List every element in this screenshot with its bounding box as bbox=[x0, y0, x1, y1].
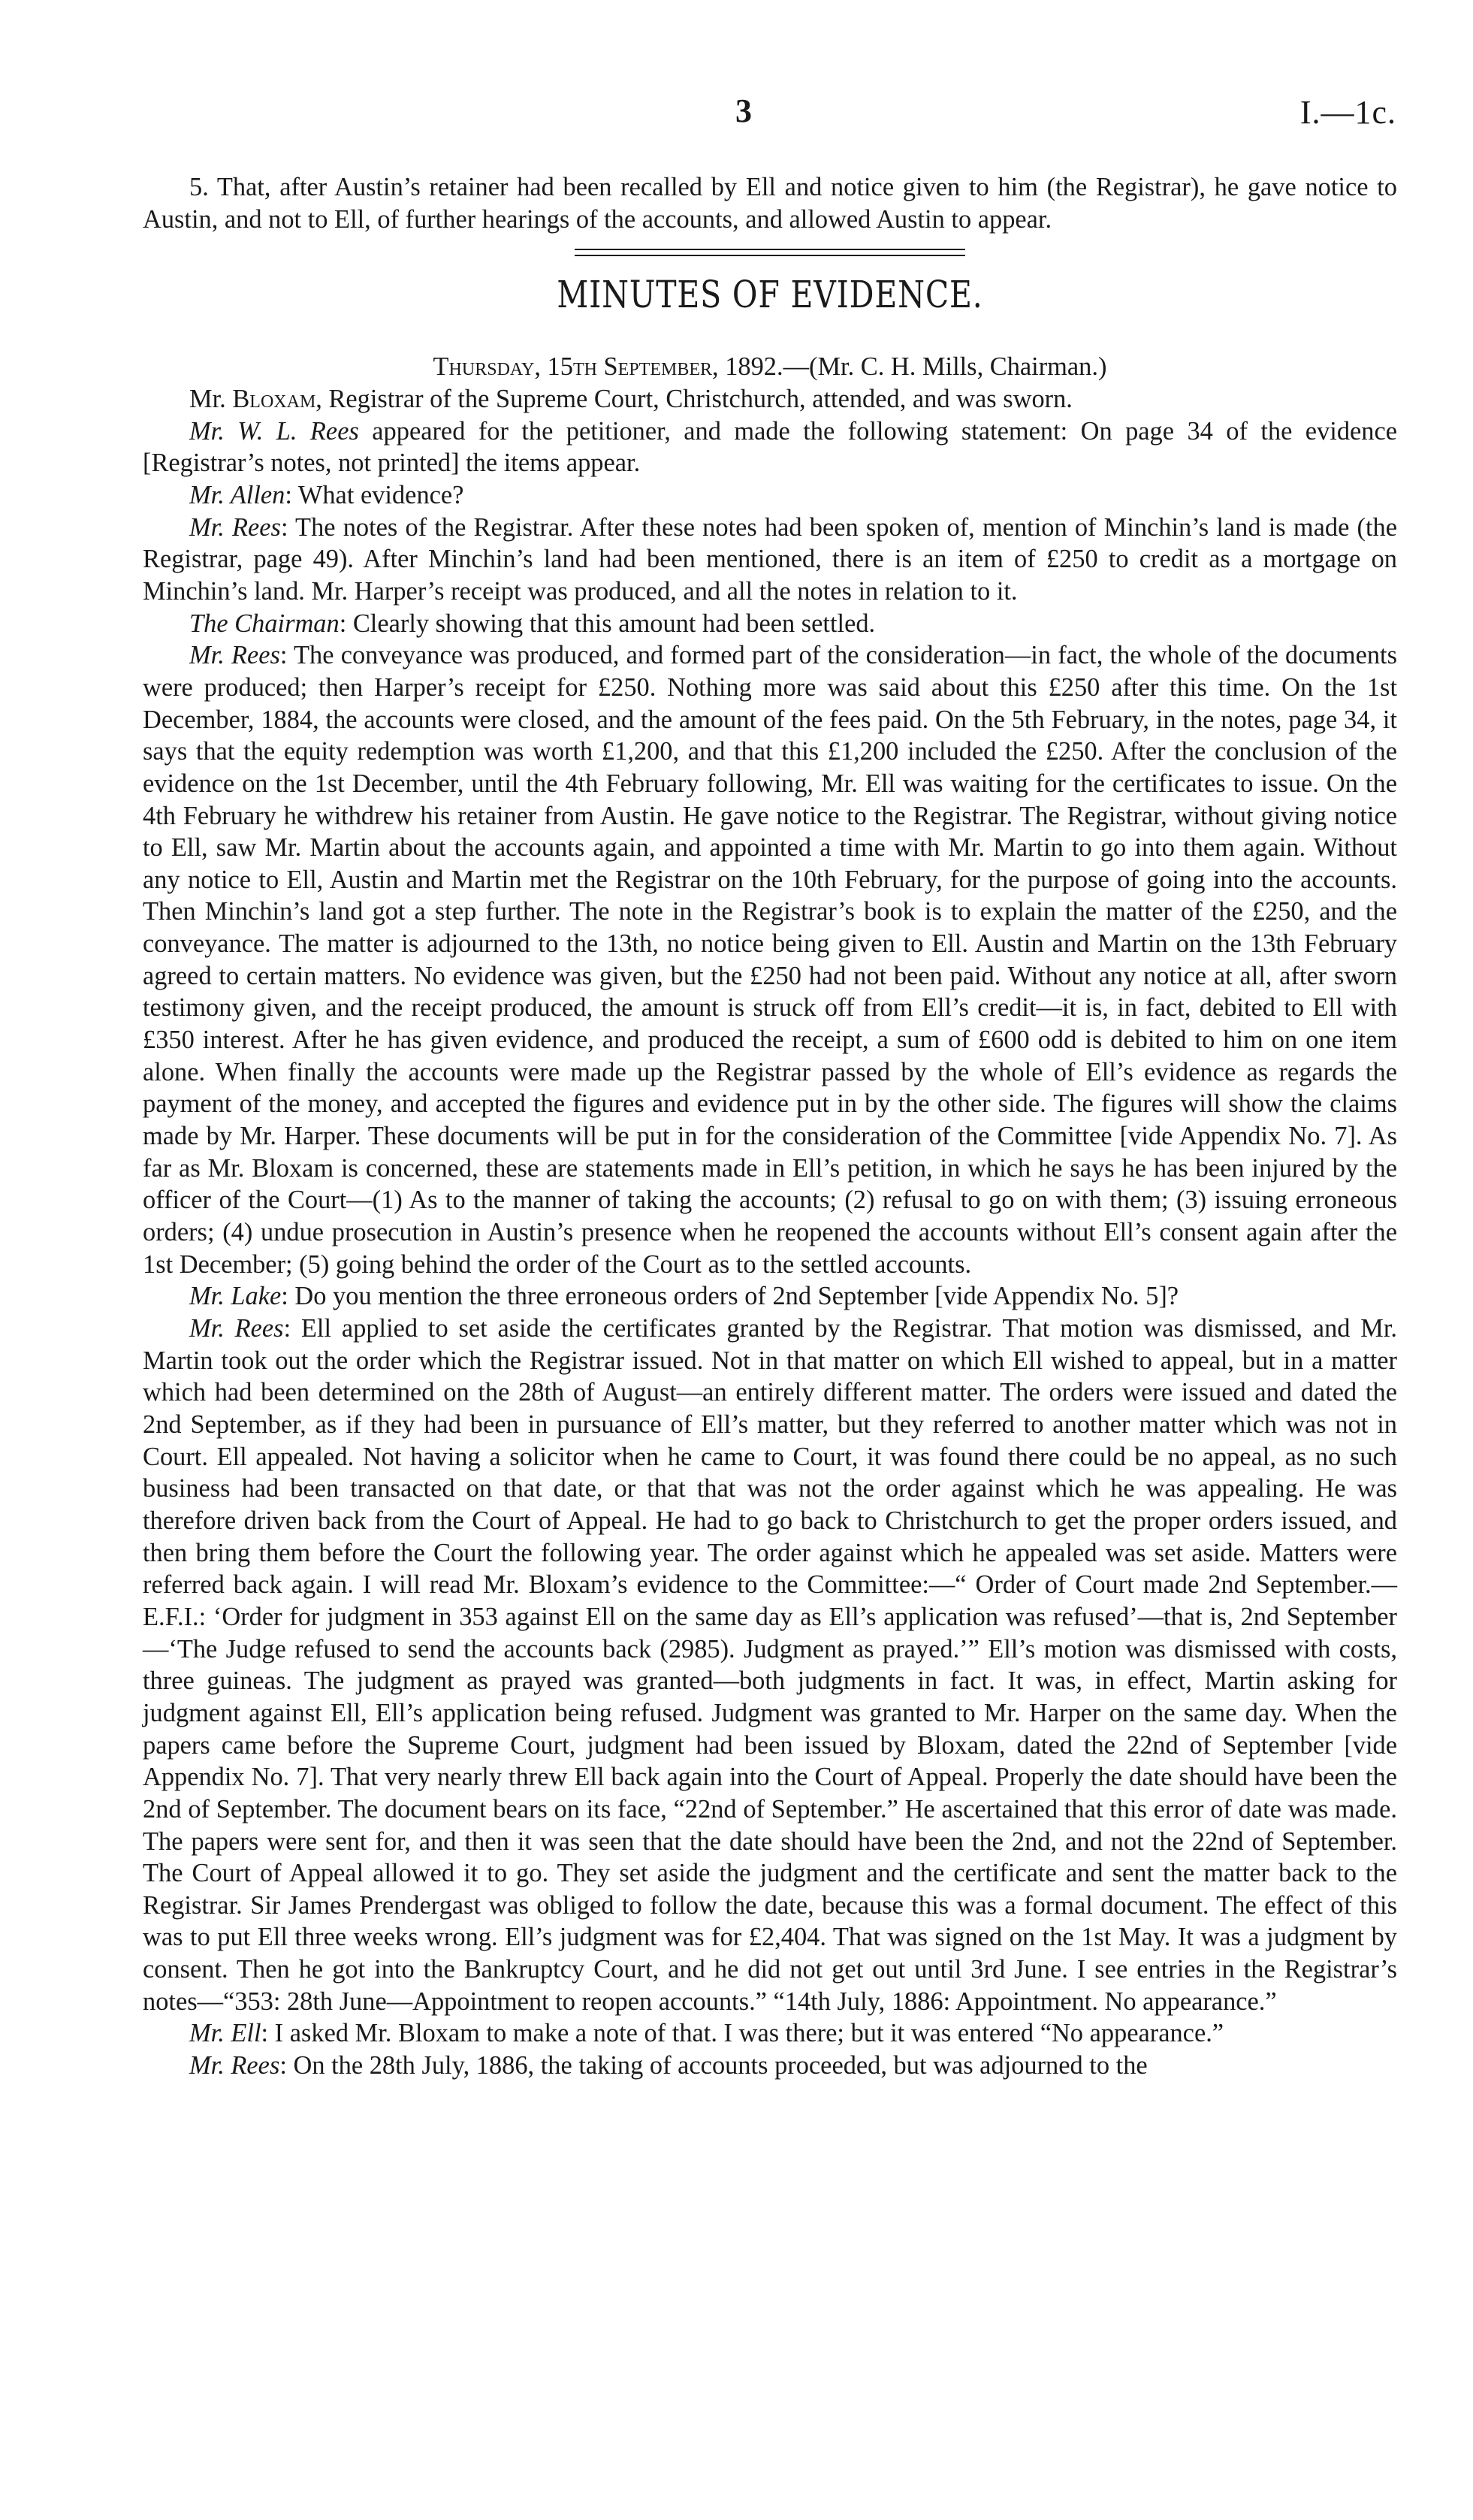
evidence-entries bbox=[143, 415, 1397, 2082]
attendance-text: , Registrar of the Supreme Court, Christchurch, attended, and was sworn. bbox=[315, 384, 1073, 413]
text-column bbox=[143, 171, 1397, 2082]
session-chair: 1892.—(Mr. C. H. Mills, Chairman.) bbox=[718, 352, 1107, 382]
speaker-statement: : Ell applied to set aside the certificates granted by the Registrar. That motion was dismissed, and Mr. Martin took out the order which the Registrar issued. Not in that matter on which Ell wished to appeal, but in a matter which had been determined on the 28th of August—an entirely different matter. The orders were issued and dated the 2nd September, as if they had been in pursuance of Ell’s matter, but they referred to another matter which was not in Court. Ell appealed. Not having a solicitor when he came to Court, it was found there could be no appeal, as no such business had been transacted on that date, or that that was not the order against which he was appealing. He was therefore driven back from the Court of Appeal. He had to go back to Christchurch to get the proper orders issued, and then bring them before the Court the following year. The order against which he appealed was set aside. Matters were referred back again. I will read Mr. Bloxam’s evidence to the Committee:—“ Order of Court made 2nd September.—E.F.I.: ‘Order for judgment in 353 against Ell on the same day as Ell’s application was refused’—that is, 2nd September—‘The Judge refused to send the accounts back (2985). Judgment as prayed.’” Ell’s motion was dismissed with costs, three guineas. The judgment as prayed was granted—both judgments in fact. It was, in effect, Martin asking for judgment against Ell, Ell’s application being refused. Judgment was granted to Mr. Harper on the same day. When the papers came before the Supreme Court, judgment had been issued by Bloxam, dated the 22nd of September [vide Appendix No. 7]. That very nearly threw Ell back again into the Court of Appeal. Properly the date should have been the 2nd of September. The document bears on its face, “22nd of September.” He ascertained that this error of date was made. The papers were sent for, and then it was seen that the date should have been the 2nd, and not the 22nd of September. The Court of Appeal allowed it to go. They set aside the judgment and the certificate and sent the matter back to the Registrar. Sir James Prendergast was obliged to follow the date, because this was a formal document. The effect of this was to put Ell three weeks wrong. Ell’s judgment was for £2,404. That was signed on the 1st May. It was a judgment by consent. Then he got into the Bankruptcy Court, and he did not get out until 3rd June. I see entries in the Registrar’s notes—“353: 28th June—Appointment to reopen accounts.” “14th July, 1886: Appointment. No appearance.” bbox=[143, 1314, 1397, 2016]
speaker-name: Mr. W. L. Rees bbox=[189, 416, 359, 446]
speaker-name: The Chairman bbox=[189, 609, 340, 638]
page-code: I.—1c. bbox=[1299, 94, 1396, 131]
speaker-name: Mr. Ell bbox=[189, 2019, 261, 2048]
section-divider bbox=[575, 249, 965, 256]
evidence-paragraph bbox=[143, 608, 1397, 640]
speaker-name: Mr. Rees bbox=[189, 1314, 284, 1343]
speaker-statement: : I asked Mr. Bloxam to make a note of that. I was there; but it was entered “No appearance.” bbox=[261, 2019, 1224, 2048]
speaker-statement: : The conveyance was produced, and formed part of the consideration—in fact, the whole of the documents were produced; then Harper’s receipt for £250. Nothing more was said about this £250 after this time. On the 1st December, 1884, the accounts were closed, and the amount of the fees paid. On the 5th February, in the notes, page 34, it says that the equity redemption was worth £1,200, and that this £1,200 included the £250. After the conclusion of the evidence on the 1st December, until the 4th February following, Mr. Ell was waiting for the certificates to issue. On the 4th February he withdrew his retainer from Austin. He gave notice to the Registrar. The Registrar, without giving notice to Ell, saw Mr. Martin about the accounts again, and appointed a time with Mr. Martin to go into them again. Without any notice to Ell, Austin and Martin met the Registrar on the 10th February, for the purpose of going into the accounts. Then Minchin’s land got a step further. The note in the Registrar’s book is to explain the matter of the £250, and the conveyance. The matter is adjourned to the 13th, no notice being given to Ell. Austin and Martin on the 13th February agreed to certain matters. No evidence was given, but the £250 had not been paid. Without any notice at all, after sworn testimony given, and the receipt produced, the amount is struck off from Ell’s credit—it is, in fact, debited to Ell with £350 interest. After he has given evidence, and produced the receipt, a sum of £600 odd is debited to him on one item alone. When finally the accounts were made up the Registrar passed by the whole of Ell’s evidence as regards the payment of the money, and accepted the figures and evidence put in by the other side. The figures will show the claims made by Mr. Harper. These documents will be put in for the consideration of the Committee [vide Appendix No. 7]. As far as Mr. Bloxam is concerned, these are statements made in Ell’s petition, in which he says he has been injured by the officer of the Court—(1) As to the manner of taking the accounts; (2) refusal to go on with them; (3) issuing erroneous orders; (4) undue prosecution in Austin’s presence when he reopened the accounts without Ell’s consent again after the 1st December; (5) going behind the order of the Court as to the settled accounts. bbox=[143, 641, 1397, 1279]
speaker-statement: : What evidence? bbox=[285, 480, 464, 509]
speaker-name: Mr. Allen bbox=[189, 480, 285, 509]
speaker-name: Mr. Rees bbox=[189, 641, 280, 670]
evidence-paragraph bbox=[143, 512, 1397, 608]
speaker-statement: : On the 28th July, 1886, the taking of accounts proceeded, but was adjourned to the bbox=[279, 2051, 1148, 2080]
evidence-paragraph bbox=[143, 415, 1397, 479]
attendance-prefix: Mr. bbox=[189, 384, 233, 413]
speaker-statement: : Clearly showing that this amount had been settled. bbox=[339, 609, 876, 638]
speaker-name: Mr. Rees bbox=[189, 2051, 280, 2080]
evidence-paragraph bbox=[143, 1313, 1397, 2017]
evidence-paragraph bbox=[143, 2050, 1397, 2082]
attendance-line bbox=[143, 383, 1397, 415]
speaker-statement: : The notes of the Registrar. After these notes had been spoken of, mention of Minchin’s land is made (the Registrar, page 49). After Minchin’s land had been mentioned, there is an item of £250 to credit as a mortgage on Minchin’s land. Mr. Harper’s receipt was produced, and all the notes in relation to it. bbox=[143, 512, 1398, 606]
intro-paragraph: 5. That, after Austin’s retainer had been recalled by Ell and notice given to him (the Registrar), he gave notice to Austin, and not to Ell, of further hearings of the accounts, and allowed Austin to appear. bbox=[143, 173, 1397, 234]
speaker-statement: : Do you mention the three erroneous orders of 2nd September [vide Appendix No. 5]? bbox=[281, 1282, 1179, 1311]
speaker-name: Mr. Lake bbox=[189, 1282, 282, 1311]
session-day: Thursday, 15th September, bbox=[433, 352, 719, 382]
session-line bbox=[143, 351, 1397, 383]
section-title: MINUTES OF EVIDENCE. bbox=[557, 273, 983, 317]
page-number: 3 bbox=[735, 92, 752, 129]
attendance-name: Bloxam bbox=[232, 384, 316, 413]
speaker-name: Mr. Rees bbox=[189, 512, 281, 542]
evidence-paragraph bbox=[143, 2017, 1397, 2050]
evidence-paragraph bbox=[143, 1280, 1397, 1313]
speaker-statement: appeared for the petitioner, and made the following statement: On page 34 of the evidence [Registrar’s notes, not printed] the items appear. bbox=[143, 416, 1397, 478]
evidence-paragraph bbox=[143, 639, 1397, 1280]
evidence-paragraph bbox=[143, 479, 1397, 512]
